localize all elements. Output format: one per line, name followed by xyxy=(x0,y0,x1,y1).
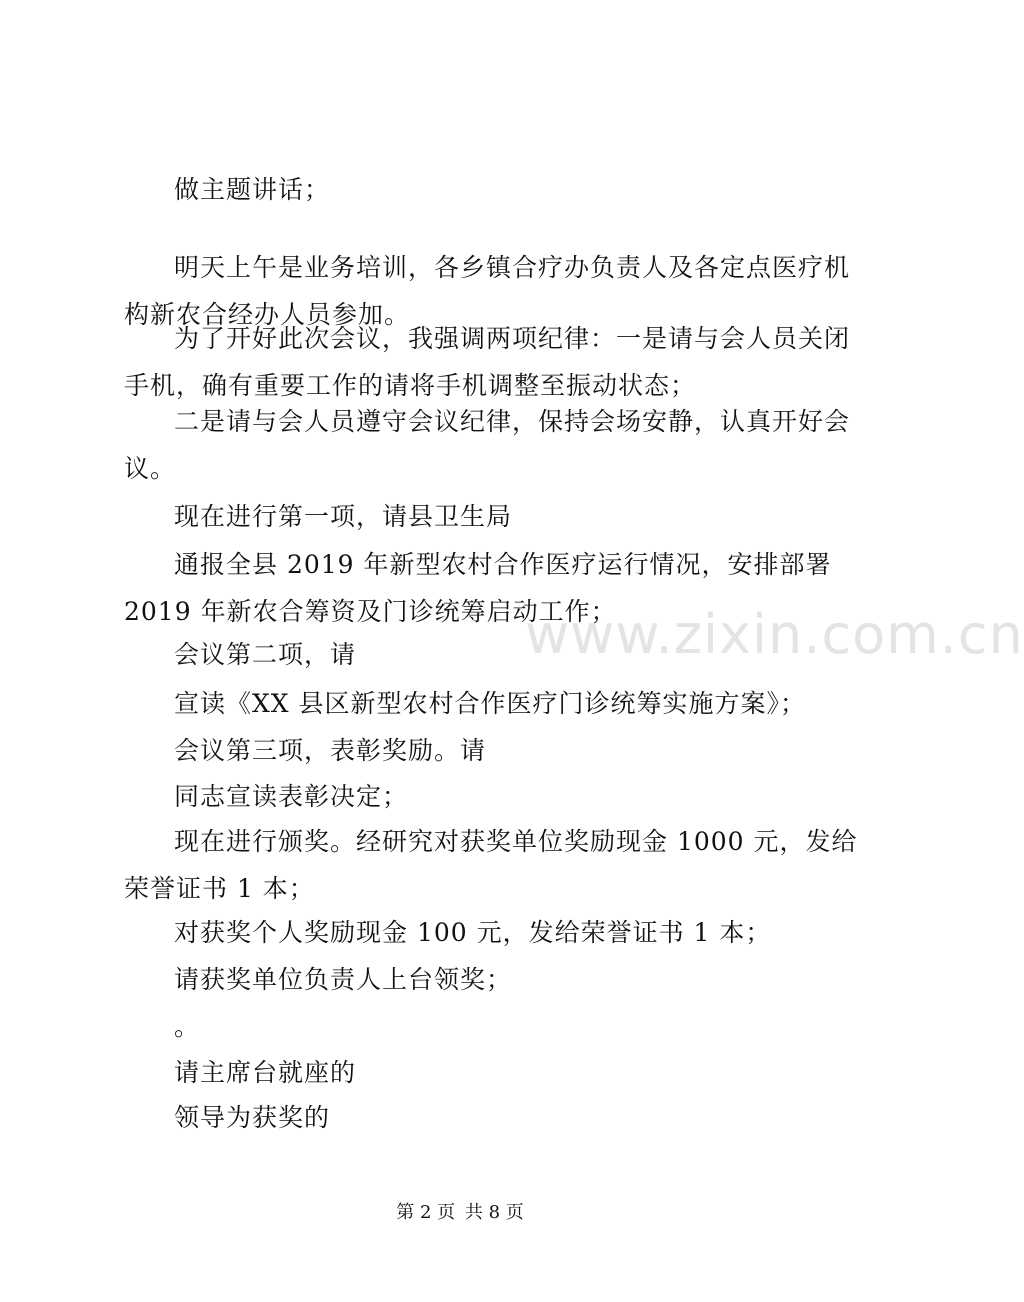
paragraph-line: 同志宣读表彰决定； xyxy=(174,782,409,811)
paragraph-line: 领导为获奖的 xyxy=(174,1103,331,1132)
paragraph-line: 构新农合经办人员参加。 xyxy=(124,300,411,329)
paragraph xyxy=(0,493,920,540)
paragraph xyxy=(0,398,920,492)
paragraph xyxy=(0,166,920,213)
paragraph-line: 对获奖个人奖励现金 100 元，发给荣誉证书 1 本； xyxy=(174,918,772,947)
paragraph xyxy=(0,1094,920,1141)
page-footer xyxy=(0,1198,920,1224)
paragraph-line: 宣读《XX 县区新型农村合作医疗门诊统筹实施方案》； xyxy=(174,689,807,718)
paragraph xyxy=(0,956,920,1003)
paragraph-line: 通报全县 2019 年新型农村合作医疗运行情况，安排部署 xyxy=(174,550,832,579)
paragraph xyxy=(0,1003,920,1050)
paragraph-line: 议。 xyxy=(124,454,177,483)
paragraph xyxy=(0,680,920,727)
paragraph-line: 做主题讲话； xyxy=(174,175,331,204)
paragraph-line: 荣誉证书 1 本； xyxy=(124,874,315,903)
paragraph-line: 请获奖单位负责人上台领奖； xyxy=(174,965,513,994)
paragraph-line: 2019 年新农合筹资及门诊统筹启动工作； xyxy=(124,597,617,626)
paragraph xyxy=(0,818,920,912)
paragraph-line: 会议第三项，表彰奖励。请 xyxy=(174,736,487,765)
paragraph-line: 手机，确有重要工作的请将手机调整至振动状态； xyxy=(124,371,697,400)
paragraph xyxy=(0,1049,920,1096)
paragraph-line: 现在进行颁奖。经研究对获奖单位奖励现金 1000 元，发给 xyxy=(174,827,858,856)
paragraph-line: 明天上午是业务培训，各乡镇合疗办负责人及各定点医疗机 xyxy=(174,253,851,282)
paragraph xyxy=(0,541,920,635)
page-total: 共 8 页 xyxy=(464,1202,524,1223)
paragraph xyxy=(0,315,920,409)
paragraph-line: 二是请与会人员遵守会议纪律，保持会场安静，认真开好会 xyxy=(174,407,851,436)
watermark: www.zixin.com.cn xyxy=(525,603,1024,666)
paragraph-line: 会议第二项，请 xyxy=(174,640,357,669)
page-number: 第 2 页 xyxy=(396,1202,456,1223)
paragraph xyxy=(0,773,920,820)
paragraph-line: 现在进行第一项，请县卫生局 xyxy=(174,502,513,531)
paragraph xyxy=(0,727,920,774)
paragraph xyxy=(0,631,920,678)
paragraph-line: 。 xyxy=(174,1012,201,1041)
paragraph-line: 请主席台就座的 xyxy=(174,1058,357,1087)
paragraph-line: 为了开好此次会议，我强调两项纪律：一是请与会人员关闭 xyxy=(174,324,851,353)
paragraph xyxy=(0,909,920,956)
